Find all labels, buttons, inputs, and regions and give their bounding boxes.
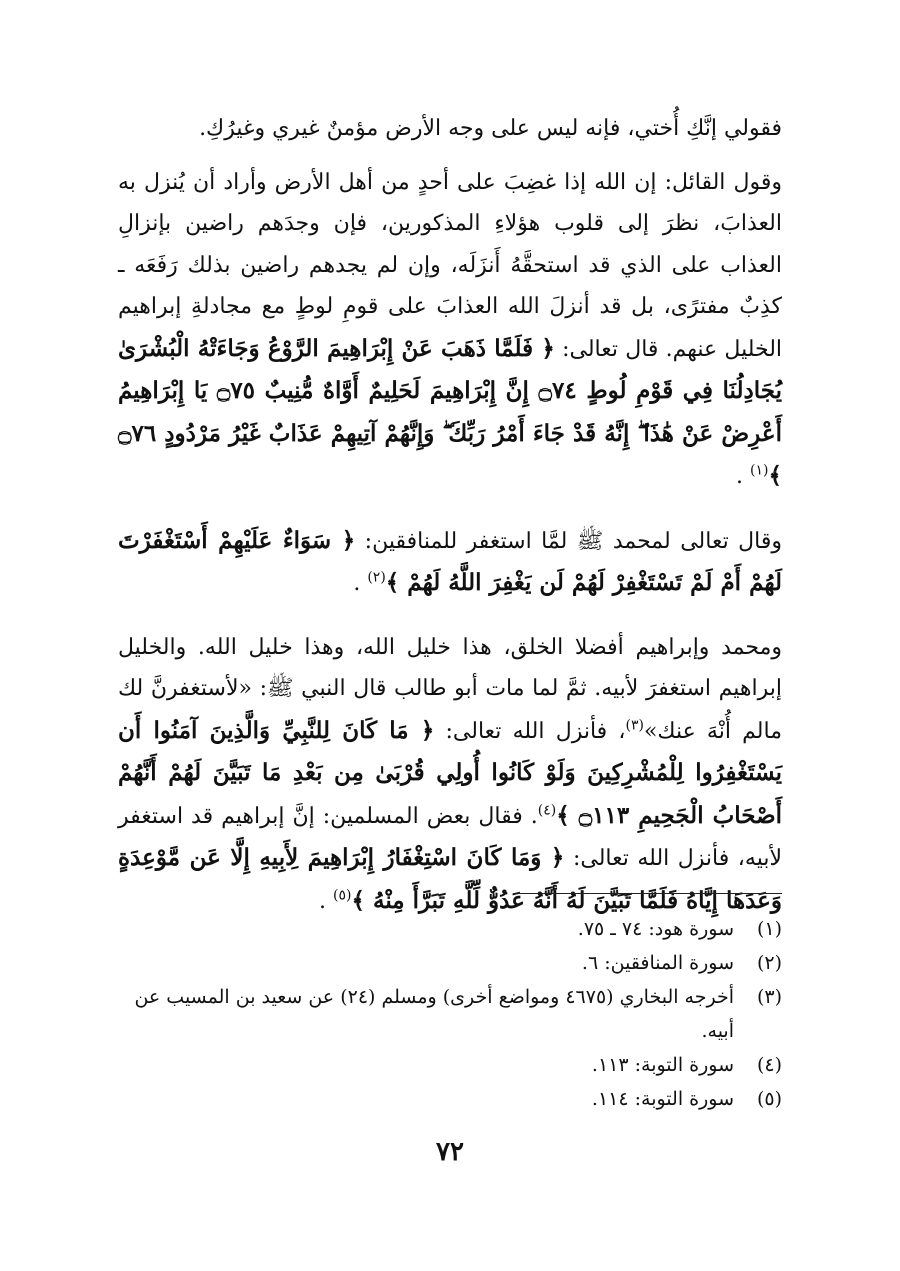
paragraph-4 — [118, 627, 782, 923]
footnote-ref-1: (١) — [750, 462, 769, 479]
paragraph-3-text: وقال تعالى لمحمد ﷺ لمَّا استغفر للمنافقين: — [364, 528, 782, 554]
footnote-number: (١) — [756, 918, 782, 940]
footnote-item — [118, 946, 782, 980]
quran-verse-munafiqun: ﴿ سَوَاءٌ عَلَيْهِمْ أَسْتَغْفَرْتَ لَهُمْ أَمْ لَمْ تَسْتَغْفِرْ لَهُمْ لَن يَغْفِرَ اللَّهُ لَهُمْ ﴾ — [118, 526, 782, 596]
footnote-item — [118, 1048, 782, 1082]
footnote-number: (٣) — [756, 986, 782, 1008]
footnote-ref-3: (٣) — [625, 717, 644, 734]
footnote-ref-2: (٢) — [367, 569, 386, 586]
footnote-text: سورة التوبة: ١١٣. — [591, 1054, 734, 1076]
footnote-item — [118, 912, 782, 946]
footnote-text: سورة هود: ٧٤ ـ ٧٥. — [577, 918, 734, 940]
footnote-text: أخرجه البخاري (٤٦٧٥ ومواضع أخرى) ومسلم (٢٤) عن سعيد بن المسيب عن أبيه. — [134, 986, 734, 1042]
footnote-ref-4: (٤) — [537, 802, 557, 819]
paragraph-2 — [118, 162, 782, 498]
paragraph-4-text-2: ، فأنزل الله تعالى: — [445, 718, 626, 744]
quran-verse-hud: ﴿ فَلَمَّا ذَهَبَ عَنْ إِبْرَاهِيمَ الرَّوْعُ وَجَاءَتْهُ الْبُشْرَىٰ يُجَادِلُنَا فِي قَوْمِ لُوطٍ ۝٧٤ إِنَّ إِبْرَاهِيمَ لَحَلِيمٌ أَوَّاهٌ مُّنِيبٌ ۝٧٥ يَا إِبْرَاهِيمُ أَعْرِضْ عَنْ هَٰذَا ۖ إِنَّهُ قَدْ جَاءَ أَمْرُ رَبِّكَ ۖ وَإِنَّهُمْ آتِيهِمْ عَذَابٌ غَيْرُ مَرْدُودٍ ۝٧٦ ﴾ — [118, 334, 782, 489]
page-number: ٧٢ — [436, 1137, 464, 1167]
paragraph-4-text-1: ومحمد وإبراهيم أفضلا الخلق، هذا خليل الله، وهذا خليل الله. والخليل إبراهيم استغفرَ لأبيه. ثمَّ لما مات أبو طالب قال النبي ﷺ: «لأستغفرنَّ لك مالم أُنْهَ عنك» — [118, 634, 782, 744]
footnote-text: سورة المنافقين: ٦. — [581, 952, 734, 974]
footnote-item — [118, 980, 782, 1048]
paragraph-3 — [118, 520, 782, 605]
paragraph-1: فقولي إنَّكِ أُختي، فإنه ليس على وجه الأرض مؤمنٌ غيري وغيرُكِ. — [199, 116, 782, 141]
paragraph-4-text-3: . فقال بعض المسلمين: إنَّ إبراهيم قد استغفر لأبيه، فأنزل الله تعالى: — [118, 803, 783, 871]
footnotes — [118, 912, 782, 1116]
footnote-number: (٤) — [756, 1054, 782, 1076]
footnote-ref-5: (٥) — [333, 887, 352, 904]
quran-verse-tawbah-113: ﴿ مَا كَانَ لِلنَّبِيِّ وَالَّذِينَ آمَنُوا أَن يَسْتَغْفِرُوا لِلْمُشْرِكِينَ وَلَوْ كَانُوا أُولِي قُرْبَىٰ مِن بَعْدِ مَا تَبَيَّنَ لَهُمْ أَنَّهُمْ أَصْحَابُ الْجَحِيمِ ۝١١٣ ﴾ — [118, 716, 783, 829]
footnote-separator — [514, 893, 782, 894]
footnote-item — [118, 1082, 782, 1116]
paragraph-2-text: وقول القائل: إن الله إذا غضِبَ على أحدٍ من أهل الأرض وأراد أن يُنزل به العذابَ، نظرَ إلى قلوب هؤلاءِ المذكورين، فإن وجدَهم راضين بإنزالِ العذاب على الذي قد استحقَّهُ أَنزَلَه، وإن لم يجدهم راضين بذلك رَفَعَه ـ كذِبٌ مفترًى، بل قد أنزلَ الله العذابَ على قومِ لوطٍ مع مجادلةِ إبراهيم الخليل عنهم. قال تعالى: — [118, 169, 783, 362]
quran-verse-tawbah-114: ﴿ وَمَا كَانَ اسْتِغْفَارُ إِبْرَاهِيمَ لِأَبِيهِ إِلَّا عَن مَّوْعِدَةٍ وَعَدَهَا إِيَّاهُ فَلَمَّا تَبَيَّنَ لَهُ أَنَّهُ عَدُوٌّ لِّلَّهِ تَبَرَّأَ مِنْهُ ﴾ — [118, 844, 782, 914]
footnote-text: سورة التوبة: ١١٤. — [591, 1088, 734, 1110]
footnote-number: (٥) — [756, 1088, 782, 1110]
sentence-end: . — [319, 888, 327, 914]
sentence-end: . — [736, 464, 744, 489]
footnote-number: (٢) — [756, 952, 782, 974]
sentence-end: . — [353, 571, 361, 596]
